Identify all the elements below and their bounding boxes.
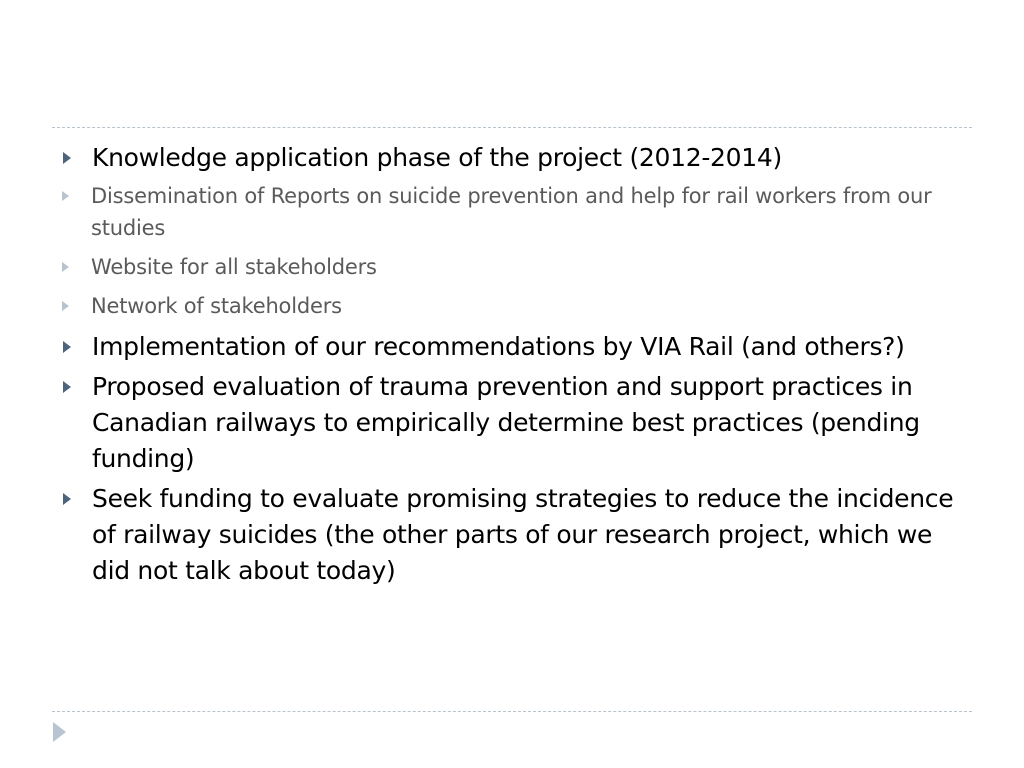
sub-bullet-network — [60, 290, 960, 322]
next-slide-icon[interactable] — [53, 722, 66, 742]
slide-body — [60, 140, 960, 593]
sub-bullet-arrow-icon — [62, 301, 69, 311]
bullet-arrow-icon — [63, 341, 71, 353]
bullet-seek-funding — [60, 481, 960, 589]
sub-bullet-dissemination — [60, 180, 960, 244]
bullet-text: Implementation of our recommendations by VIA Rail (and others?) — [92, 332, 905, 361]
bullet-arrow-icon — [63, 493, 71, 505]
bullet-text: Knowledge application phase of the project (2012-2014) — [92, 143, 782, 172]
top-divider — [52, 127, 972, 128]
bottom-divider — [52, 711, 972, 712]
sub-bullet-text: Dissemination of Reports on suicide prevention and help for rail workers from our studies — [91, 184, 932, 240]
sub-bullet-arrow-icon — [62, 262, 69, 272]
sub-bullet-text: Website for all stakeholders — [91, 255, 377, 279]
bullet-knowledge-application — [60, 140, 960, 176]
bullet-proposed-evaluation — [60, 369, 960, 477]
bullet-implementation — [60, 329, 960, 365]
sub-bullet-website — [60, 251, 960, 283]
bullet-arrow-icon — [63, 152, 71, 164]
bullet-text: Seek funding to evaluate promising strategies to reduce the incidence of railway suicides (the other parts of our research project, which we did not talk about today) — [92, 484, 954, 585]
sub-bullet-arrow-icon — [62, 191, 69, 201]
sub-bullet-text: Network of stakeholders — [91, 294, 342, 318]
bullet-text: Proposed evaluation of trauma prevention and support practices in Canadian railways to empirically determine best practices (pending funding) — [92, 372, 920, 473]
bullet-arrow-icon — [63, 381, 71, 393]
sub-bullet-list — [60, 180, 960, 322]
